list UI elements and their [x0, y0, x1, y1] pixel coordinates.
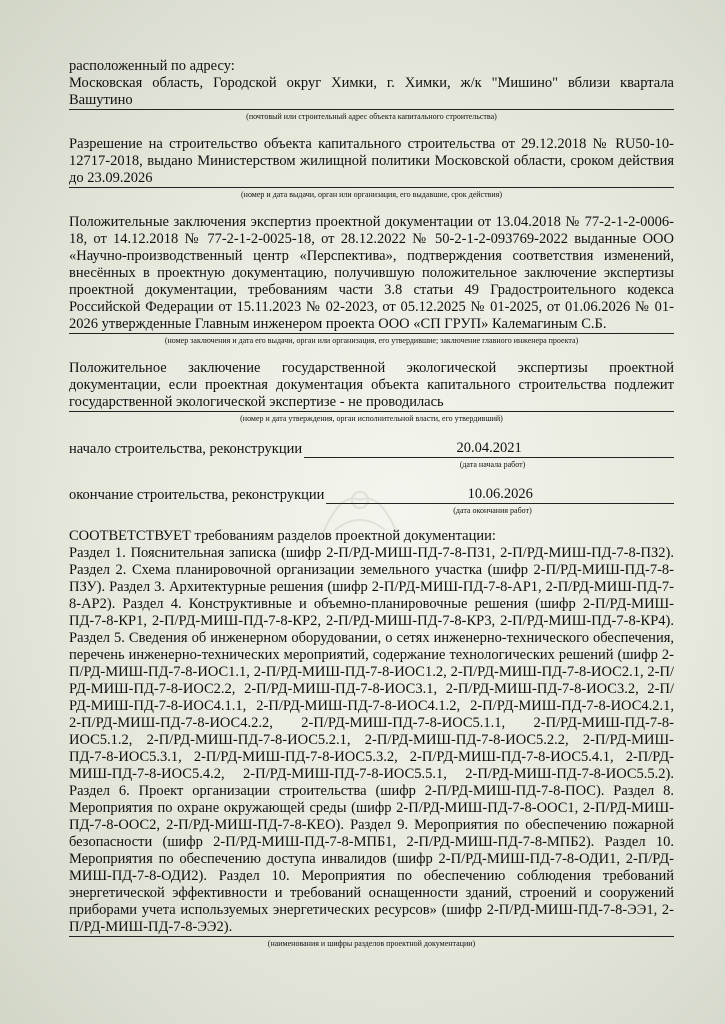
expertise-section — [69, 214, 674, 346]
ecology-section — [69, 360, 674, 424]
conforms-text: Раздел 1. Пояснительная записка (шифр 2-П/РД-МИШ-ПД-7-8-ПЗ1, 2-П/РД-МИШ-ПД-7-8-ПЗ2). Раздел 2. Схема планировочной организации земельного участка (шифр 2-П/РД-МИШ-ПД-7-8-ПЗУ). Раздел 3. Архитектурные решения (шифр 2-П/РД-МИШ-ПД-7-8-АР1, 2-П/РД-МИШ-ПД-7-8-АР2). Раздел 4. Конструктивные и объемно-планировочные решения (шифр 2-П/РД-МИШ-ПД-7-8-КР1, 2-П/РД-МИШ-ПД-7-8-КР2, 2-П/РД-МИШ-ПД-7-8-КР3, 2-П/РД-МИШ-ПД-7-8-КР4). Раздел 5. Сведения об инженерном оборудовании, о сетях инженерно-технического обеспечения, перечень инженерно-технических мероприятий, содержание технологических решений (шифр 2-П/РД-МИШ-ПД-7-8-ИОС1.1, 2-П/РД-МИШ-ПД-7-8-ИОС1.2, 2-П/РД-МИШ-ПД-7-8-ИОС2.1, 2-П/РД-МИШ-ПД-7-8-ИОС2.2, 2-П/РД-МИШ-ПД-7-8-ИОС3.1, 2-П/РД-МИШ-ПД-7-8-ИОС3.2, 2-П/РД-МИШ-ПД-7-8-ИОС4.1.1, 2-П/РД-МИШ-ПД-7-8-ИОС4.1.2, 2-П/РД-МИШ-ПД-7-8-ИОС4.2.1, 2-П/РД-МИШ-ПД-7-8-ИОС4.2.2, 2-П/РД-МИШ-ПД-7-8-ИОС5.1.1, 2-П/РД-МИШ-ПД-7-8-ИОС5.1.2, 2-П/РД-МИШ-ПД-7-8-ИОС5.2.1, 2-П/РД-МИШ-ПД-7-8-ИОС5.2.2, 2-П/РД-МИШ-ПД-7-8-ИОС5.3.1, 2-П/РД-МИШ-ПД-7-8-ИОС5.3.2, 2-П/РД-МИШ-ПД-7-8-ИОС5.4.1, 2-П/РД-МИШ-ПД-7-8-ИОС5.4.2, 2-П/РД-МИШ-ПД-7-8-ИОС5.5.1, 2-П/РД-МИШ-ПД-7-8-ИОС5.5.2). Раздел 6. Проект организации строительства (шифр 2-П/РД-МИШ-ПД-7-8-ПОС). Раздел 8. Мероприятия по охране окружающей среды (шифр 2-П/РД-МИШ-ПД-7-8-ООС1, 2-П/РД-МИШ-ПД-7-8-ООС2, 2-П/РД-МИШ-ПД-7-8-КЕО). Раздел 9. Мероприятия по обеспечению пожарной безопасности (шифр 2-П/РД-МИШ-ПД-7-8-МПБ1, 2-П/РД-МИШ-ПД-7-8-МПБ2). Раздел 10. Мероприятия по обеспечению доступа инвалидов (шифр 2-П/РД-МИШ-ПД-7-8-ОДИ1, 2-П/РД-МИШ-ПД-7-8-ОДИ2). Раздел 10. Мероприятия по обеспечению соблюдения требований энергетической эффективности и требований оснащенности зданий, строений и сооружений приборами учета используемых энергетических ресурсов» (шифр 2-П/РД-МИШ-ПД-7-8-ЭЭ1, 2-П/РД-МИШ-ПД-7-8-ЭЭ2). — [69, 545, 674, 935]
ecology-text: Положительное заключение государственной экологической экспертизы проектной документации, если проектная документация объекта капитального строительства подлежит государственной экологической экспертизе - не проводилась — [69, 360, 674, 410]
conforms-heading: СООТВЕТСТВУЕТ требованиям разделов проектной документации: — [69, 528, 496, 544]
address-section — [69, 58, 674, 122]
document-body — [69, 58, 674, 949]
permit-caption: (номер и дата выдачи, орган или организация, его выдавшие, срок действия) — [241, 190, 502, 199]
ecology-caption: (номер и дата утверждения, орган исполнительной власти, его утвердивший) — [240, 414, 503, 423]
end-section — [69, 486, 674, 516]
conforms-caption: (наименования и шифры разделов проектной документации) — [267, 939, 476, 948]
address-value: Московская область, Городской округ Химки, г. Химки, ж/к "Мишино" вблизи квартала Вашутино — [69, 75, 674, 108]
start-caption: (дата начала работ) — [459, 460, 526, 469]
expertise-caption: (номер заключения и дата его выдачи, орган или организация, его утвердившие; заключение главного инженера проекта) — [164, 336, 579, 345]
permit-section — [69, 136, 674, 200]
start-section — [69, 440, 674, 470]
start-label: начало строительства, реконструкции — [69, 441, 303, 457]
permit-text: Разрешение на строительство объекта капитального строительства от 29.12.2018 № RU50-10-12717-2018, выдано Министерством жилищной политики Московской области, сроком действия до 23.09.2026 — [69, 136, 674, 186]
expertise-text: Положительные заключения экспертиз проектной документации от 13.04.2018 № 77-2-1-2-0006-18, от 14.12.2018 № 77-2-1-2-0025-18, от 28.12.2022 № 50-2-1-2-093769-2022 выданные ООО «Научно-производственный центр «Перспектива», подтверждения соответствия изменений, внесённых в проектную документацию, получившую положительное заключение экспертизы проектной документации, требованиям части 3.8 статьи 49 Градостроительного кодекса Российской Федерации от 15.11.2023 № 02-2023, от 05.12.2025 № 01-2025, от 01.06.2026 № 01-2026 утвержденные Главным инженером проекта ООО «СП ГРУП» Калемагиным С.Б. — [69, 214, 674, 332]
address-label: расположенный по адресу: — [69, 58, 235, 74]
start-date: 20.04.2021 — [304, 440, 674, 458]
end-label: окончание строительства, реконструкции — [69, 487, 325, 503]
conforms-section — [69, 528, 674, 949]
end-date: 10.06.2026 — [326, 486, 674, 504]
address-caption: (почтовый или строительный адрес объекта капитального строительства) — [246, 112, 497, 121]
end-caption: (дата окончания работ) — [453, 506, 532, 515]
